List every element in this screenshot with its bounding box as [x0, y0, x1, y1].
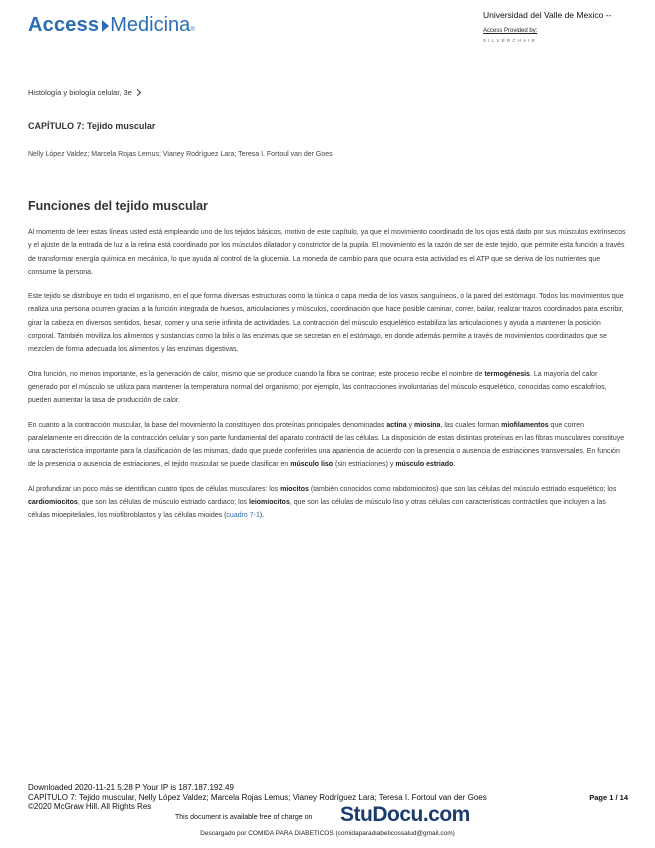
access-provided-by: Access Provided by:	[483, 28, 538, 34]
section-title: Funciones del tejido muscular	[28, 199, 208, 213]
page-header	[28, 10, 628, 60]
text-run: , las cuales forman	[440, 421, 502, 429]
paragraph-5	[28, 483, 628, 523]
authors-line: Nelly López Valdez; Marcela Rojas Lemus; Vianey Rodríguez Lara; Teresa I. Fortoul van der Goes	[28, 151, 333, 158]
copyright-line: ©2020 McGraw Hill. All Rights Res	[28, 802, 152, 811]
text-run: . La mayoría del calor generado por el músculo se utiliza para mantener la temperatura normal del organismo; por ejemplo, las contracciones involuntarias del músculo esquelético, conocidas como escalofríos, pueden aumentar la tasa de producción de calor.	[28, 370, 607, 405]
term-cardiomiocitos: cardiomiocitos	[28, 499, 78, 507]
term-miocitos: miocitos	[280, 485, 309, 493]
cuadro-7-1-link[interactable]: cuadro 7-1	[226, 512, 260, 520]
term-musculo-estriado: músculo estriado	[395, 461, 454, 469]
text-run: Al profundizar un poco más se identifican cuatro tipos de células musculares: los	[28, 485, 281, 493]
logo-arrow-icon	[102, 20, 109, 32]
term-termogenesis: termogénesis	[484, 370, 530, 378]
paragraph-1: Al momento de leer estas líneas usted está empleando uno de los tejidos básicos, motivo de este capítulo, ya que el movimiento coordinado de los ojos está dado por sus músculos extrínsecos y el ajuste de la entrada de luz a la retina está coordinado por los músculos dilatador y constrictor de la pupila. El movimiento es la razón de ser de este tejido, que permite esta función a través de transformar energía química en mecánica, lo que ayuda al control de la glucemia. La moneda de cambio para que ocurra esta actividad es el ATP que se deriva de los nutrientes que consume la persona.	[28, 229, 626, 276]
text-run: que corren paralelamente en dirección de la contracción celular y son parte fundamental del aparato contráctil de las células. La disposición de estas distintas proteínas en las fibras musculares constituye una característica importante para la clasificación de las mismas, dado que puede conferirles una apariencia de acuerdo con la presencia o ausencia de estriaciones transversales. En función de la presencia o ausencia de estriaciones, el tejido muscular se puede clasificar en	[28, 421, 625, 469]
studocu-logo[interactable]: StuDocu.com	[340, 803, 470, 826]
logo-trademark: ®	[190, 27, 195, 33]
term-miosina: miosina	[414, 421, 441, 429]
text-run: , que son las células de músculo estriado cardiaco; los	[77, 499, 249, 507]
breadcrumb-book-title[interactable]: Histología y biología celular, 3e	[28, 88, 132, 97]
chevron-right-icon	[134, 89, 141, 96]
term-musculo-liso: músculo liso	[290, 461, 334, 469]
institution-name: Universidad del Valle de Mexico --	[483, 10, 612, 20]
term-actina: actina	[386, 421, 407, 429]
downloaded-by-line: Descargado por COMIDA PARA DIABETICOS (comidaparadiabeticossalud@gmail.com)	[200, 830, 455, 837]
free-charge-notice: This document is available free of charge on	[175, 814, 313, 821]
text-run: Otra función, no menos importante, es la generación de calor, mismo que se produce cuando la fibra se contrae; este proceso recibe el nombre de	[28, 370, 485, 378]
citation-text: CAPÍTULO 7: Tejido muscular, Nelly López Valdez; Marcela Rojas Lemus; Vianey Rodríguez Lara; Teresa I. Fortoul van der Goes	[28, 792, 487, 802]
term-leiomiocitos: leiomiocitos	[249, 499, 290, 507]
term-miofilamentos: miofilamentos	[501, 421, 549, 429]
article-body	[28, 226, 628, 534]
text-run: .	[453, 461, 456, 469]
text-run: ).	[259, 512, 265, 520]
download-info: Downloaded 2020-11-21 5:28 P Your IP is 187.187.192.49	[28, 783, 234, 792]
access-medicina-logo[interactable]	[28, 14, 195, 37]
logo-medicina-text: Medicina	[110, 14, 191, 36]
institution-block	[483, 10, 628, 43]
page-number: Page 1 / 14	[585, 793, 628, 803]
text-run: , que son las células de músculo liso y otras células con características contráctiles que incluyen a las células mioepiteliales, los miofibroblastos y las células mioides (	[28, 499, 606, 520]
logo-access-text: Access	[28, 14, 100, 36]
text-run: En cuanto a la contracción muscular, la base del movimiento la constituyen dos proteínas principales denominadas	[28, 421, 387, 429]
breadcrumb[interactable]	[28, 88, 140, 97]
paragraph-3	[28, 368, 628, 408]
silverchair-logo: S I L V E R C H A I R	[483, 38, 536, 43]
paragraph-2: Este tejido se distribuye en todo el organismo, en el que forma diversas estructuras como la túnica o capa media de los vasos sanguíneos, o la pared del estómago. Todos los movimientos que realiza una persona ocurren gracias a la función integrada de huesos, articulaciones y músculos, coordinación que hace posible caminar, correr, bailar, realizar trazos coordinados para escribir, girar la cabeza en diversos sentidos, besar, comer y una serie infinita de actividades. La contracción del músculo esquelético estabiliza las articulaciones y ayuda a mantener la posición corporal. También moviliza los alimentos y sustancias como la bilis o las enzimas que se secretan en el estómago, en donde además permite a través de movimientos coordinados que se mezclen de forma adecuada los alimentos y las enzimas digestivas.	[28, 293, 624, 354]
text-run: (también conocidos como rabdomiocitos) que son las células del músculo estriado esquelético; los	[308, 485, 617, 493]
paragraph-4	[28, 419, 628, 472]
page-footer	[28, 783, 628, 812]
text-run: y	[406, 421, 414, 429]
chapter-title: CAPÍTULO 7: Tejido muscular	[28, 121, 156, 131]
text-run: (sin estriaciones) y	[333, 461, 396, 469]
citation-line	[28, 793, 628, 803]
